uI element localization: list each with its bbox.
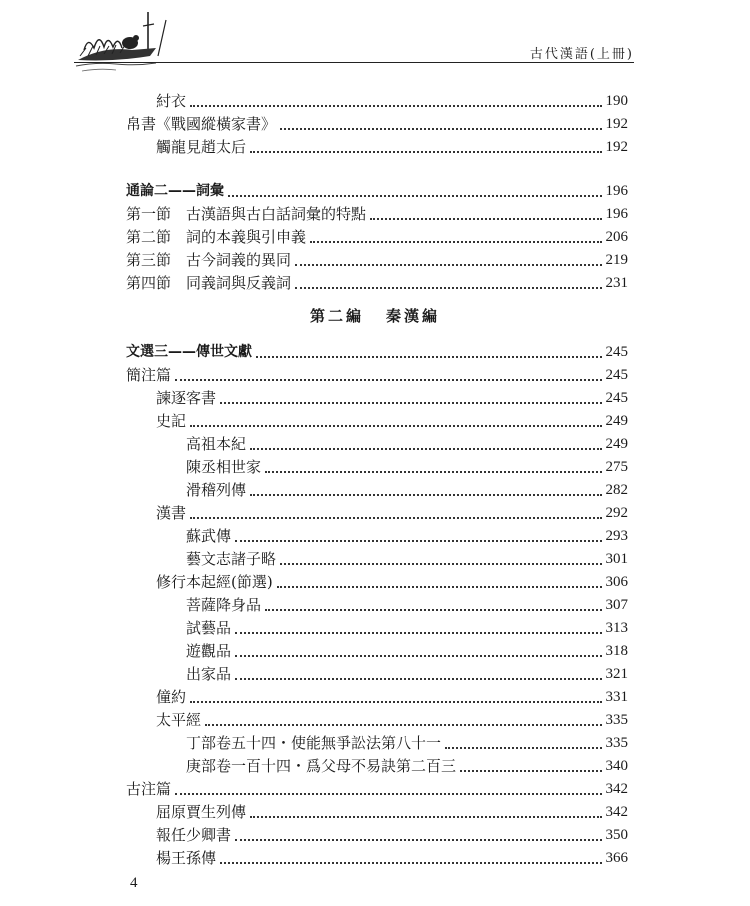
toc-entry-label: 通論二——詞彙 — [126, 183, 224, 199]
toc-entry-label: 遊觀品 — [186, 642, 232, 660]
toc-entry-label: 文選三——傳世文獻 — [126, 344, 252, 360]
toc-entry[interactable] — [186, 731, 628, 753]
toc-entry-label: 諫逐客書 — [156, 389, 217, 407]
toc-entry-label: 蘇武傳 — [186, 527, 232, 545]
toc-entry-page: 231 — [605, 275, 628, 291]
toc-entry[interactable] — [186, 616, 628, 638]
leader-dots — [235, 632, 601, 634]
leader-dots — [370, 218, 601, 220]
leader-dots — [220, 862, 601, 864]
leader-dots — [295, 287, 601, 289]
toc-entry-page: 313 — [605, 620, 628, 636]
toc-entry-label: 第一節 古漢語與古白話詞彙的特點 — [126, 205, 367, 223]
toc-entry-page: 192 — [605, 139, 628, 155]
toc-entry-label: 試藝品 — [186, 619, 232, 637]
leader-dots — [250, 816, 601, 818]
toc-entry-label: 第四節 同義詞與反義詞 — [126, 274, 292, 292]
toc-entry-page: 249 — [605, 436, 628, 452]
toc-entry-label: 報任少卿書 — [156, 826, 232, 844]
toc-entry-page: 342 — [605, 781, 628, 797]
toc-entry[interactable] — [156, 708, 628, 730]
toc-entry-label: 紂衣 — [156, 92, 187, 110]
section-part: 第二編 — [309, 307, 364, 325]
toc-entry[interactable] — [126, 777, 628, 799]
leader-dots — [256, 356, 602, 358]
toc-entry-label: 藝文志諸子略 — [186, 550, 277, 568]
toc-entry-label: 屈原賈生列傳 — [156, 803, 247, 821]
leader-dots — [280, 128, 601, 130]
leader-dots — [250, 448, 601, 450]
section-heading — [0, 305, 750, 326]
toc-entry-page: 206 — [605, 229, 628, 245]
leader-dots — [175, 379, 601, 381]
toc-entry[interactable] — [156, 89, 628, 111]
toc-entry[interactable] — [126, 112, 628, 134]
toc-entry[interactable] — [156, 501, 628, 523]
toc-entry-page: 249 — [605, 413, 628, 429]
toc-entry-page: 245 — [605, 367, 628, 383]
toc-entry-page: 196 — [605, 206, 628, 222]
toc-entry[interactable] — [156, 570, 628, 592]
toc-entry[interactable] — [126, 248, 628, 270]
toc-entry-page: 219 — [605, 252, 628, 268]
toc-entry-label: 漢書 — [156, 504, 187, 522]
toc-entry[interactable] — [126, 363, 628, 385]
page-number: 4 — [130, 875, 138, 891]
toc-entry-page: 335 — [605, 735, 628, 751]
leader-dots — [265, 609, 601, 611]
toc-entry-page: 331 — [605, 689, 628, 705]
toc-entry-label: 庚部卷一百十四・爲父母不易訣第二百三 — [186, 757, 457, 775]
toc-entry-page: 245 — [605, 344, 628, 360]
leader-dots — [310, 241, 601, 243]
leader-dots — [205, 724, 601, 726]
leader-dots — [235, 655, 601, 657]
toc-entry-label: 高祖本紀 — [186, 435, 247, 453]
toc-entry[interactable] — [186, 478, 628, 500]
toc-entry-page: 275 — [605, 459, 628, 475]
toc-entry-page: 366 — [605, 850, 628, 866]
toc-chapter-entry[interactable] — [126, 179, 628, 201]
toc-entry-page: 340 — [605, 758, 628, 774]
toc-entry[interactable] — [126, 271, 628, 293]
leader-dots — [295, 264, 601, 266]
toc-entry-label: 滑稽列傳 — [186, 481, 247, 499]
toc-entry[interactable] — [186, 754, 628, 776]
toc-entry-label: 陳丞相世家 — [186, 458, 262, 476]
toc-entry[interactable] — [126, 202, 628, 224]
toc-entry-label: 丁部卷五十四・使能無爭訟法第八十一 — [186, 734, 442, 752]
toc-entry-label: 古注篇 — [126, 780, 172, 798]
leader-dots — [175, 793, 601, 795]
toc-entry-page: 350 — [605, 827, 628, 843]
toc-entry-label: 史記 — [156, 412, 187, 430]
toc-entry-page: 190 — [605, 93, 628, 109]
toc-entry[interactable] — [156, 800, 628, 822]
leader-dots — [445, 747, 601, 749]
toc-entry-page: 196 — [605, 183, 628, 199]
leader-dots — [190, 105, 601, 107]
toc-entry[interactable] — [126, 225, 628, 247]
toc-entry-page: 192 — [605, 116, 628, 132]
toc-entry-page: 342 — [605, 804, 628, 820]
toc-entry-label: 觸龍見趙太后 — [156, 138, 247, 156]
toc-entry[interactable] — [156, 409, 628, 431]
toc-entry[interactable] — [186, 593, 628, 615]
toc-entry-page: 245 — [605, 390, 628, 406]
toc-entry[interactable] — [186, 639, 628, 661]
toc-entry[interactable] — [186, 662, 628, 684]
toc-entry-page: 306 — [605, 574, 628, 590]
running-header-book-title: 古代漢語(上冊) — [529, 47, 634, 62]
leader-dots — [235, 678, 601, 680]
toc-entry-label: 太平經 — [156, 711, 202, 729]
toc-entry-label: 修行本起經(節選) — [156, 573, 273, 591]
leader-dots — [460, 770, 601, 772]
leader-dots — [190, 517, 601, 519]
toc-entry-page: 307 — [605, 597, 628, 613]
header-rule — [74, 62, 634, 63]
toc-entry-page: 301 — [605, 551, 628, 567]
toc-entry-label: 出家品 — [186, 665, 232, 683]
toc-entry[interactable] — [156, 823, 628, 845]
toc-chapter-entry[interactable] — [126, 340, 628, 362]
toc-entry[interactable] — [156, 135, 628, 157]
toc-entry-page: 293 — [605, 528, 628, 544]
toc-entry-label: 簡注篇 — [126, 366, 172, 384]
toc-entry-label: 第三節 古今詞義的異同 — [126, 251, 292, 269]
toc-entry-label: 菩薩降身品 — [186, 596, 262, 614]
leader-dots — [277, 586, 602, 588]
toc-entry-label: 僮約 — [156, 688, 187, 706]
toc-entry[interactable] — [186, 455, 628, 477]
toc-entry[interactable] — [156, 685, 628, 707]
leader-dots — [190, 425, 601, 427]
toc-entry-label: 楊王孫傳 — [156, 849, 217, 867]
leader-dots — [235, 540, 601, 542]
toc-entry-page: 318 — [605, 643, 628, 659]
section-name: 秦漢編 — [386, 307, 441, 325]
fisherman-boat-illustration — [74, 10, 174, 74]
toc-entry-page: 335 — [605, 712, 628, 728]
leader-dots — [250, 151, 601, 153]
toc-entry[interactable] — [186, 432, 628, 454]
toc-entry-label: 第二節 詞的本義與引申義 — [126, 228, 307, 246]
leader-dots — [235, 839, 601, 841]
leader-dots — [190, 701, 601, 703]
toc-entry[interactable] — [156, 846, 628, 868]
toc-entry[interactable] — [156, 386, 628, 408]
toc-entry-page: 282 — [605, 482, 628, 498]
toc-entry[interactable] — [186, 547, 628, 569]
leader-dots — [265, 471, 601, 473]
toc-entry-page: 321 — [605, 666, 628, 682]
toc-entry-page: 292 — [605, 505, 628, 521]
leader-dots — [280, 563, 601, 565]
leader-dots — [250, 494, 601, 496]
toc-entry-label: 帛書《戰國縱橫家書》 — [126, 115, 277, 133]
leader-dots — [228, 195, 602, 197]
leader-dots — [220, 402, 601, 404]
toc-entry[interactable] — [186, 524, 628, 546]
